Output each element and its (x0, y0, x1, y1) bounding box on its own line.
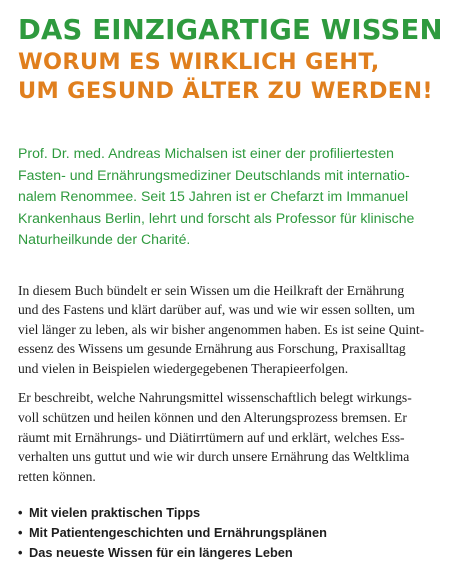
author-intro-line: Prof. Dr. med. Andreas Michalsen ist einer der profiliertesten (18, 145, 395, 161)
paragraph-line: essenz des Wissens um gesunde Ernährung aus Forschung, Praxisalltag (18, 341, 406, 357)
description-paragraph-1 (18, 281, 444, 379)
bullet-icon: • (18, 525, 23, 541)
bullet-icon: • (18, 505, 23, 521)
paragraph-line: viel länger zu leben, als wir bisher angenommen haben. Es ist seine Quint- (18, 321, 425, 337)
feature-list-item (18, 543, 444, 563)
author-intro-line: Naturheilkunde der Charité. (18, 231, 191, 247)
author-intro-line: Krankenhaus Berlin, lehrt und forscht als Professor für klinische (18, 209, 415, 226)
headline: DAS EINZIGARTIGE WISSEN (18, 14, 443, 46)
feature-text: Mit Patientengeschichten und Ernährungsplänen (29, 525, 327, 541)
paragraph-line: retten können. (18, 468, 96, 484)
paragraph-line: und vielen in Beispielen wiedergegebenen Therapieerfolgen. (18, 360, 349, 376)
subheadline-line-1: WORUM ES WIRKLICH GEHT, (18, 49, 380, 75)
description-paragraph-2 (18, 388, 444, 486)
paragraph-line: und des Fastens und klärt darüber auf, was und wie wir essen sollten, um (18, 302, 415, 318)
author-intro-line: Fasten- und Ernährungsmediziner Deutschlands mit internatio- (18, 166, 410, 183)
author-intro-line: nalem Renommee. Seit 15 Jahren ist er Chefarzt im Immanuel (18, 188, 409, 204)
feature-text: Mit vielen praktischen Tipps (29, 505, 201, 521)
feature-text: Das neueste Wissen für ein längeres Leben (29, 545, 293, 561)
paragraph-line: Er beschreibt, welche Nahrungsmittel wissenschaftlich belegt wirkungs- (18, 390, 412, 406)
bullet-icon: • (18, 545, 23, 561)
feature-list (18, 503, 444, 562)
paragraph-line: verhalten uns guttut und wie wir durch unsere Ernährung das Weltklima (18, 449, 410, 465)
feature-list-item (18, 503, 444, 523)
paragraph-line: In diesem Buch bündelt er sein Wissen um die Heilkraft der Ernährung (18, 282, 405, 298)
paragraph-line: voll schützen und heilen können und den Alterungsprozess bremsen. Er (18, 410, 407, 426)
feature-list-item (18, 523, 444, 543)
paragraph-line: räumt mit Ernährungs- und Diätirrtümern auf und erklärt, welches Ess- (18, 429, 405, 445)
author-intro (18, 143, 444, 251)
subheadline-line-2: UM GESUND ÄLTER ZU WERDEN! (18, 78, 433, 104)
